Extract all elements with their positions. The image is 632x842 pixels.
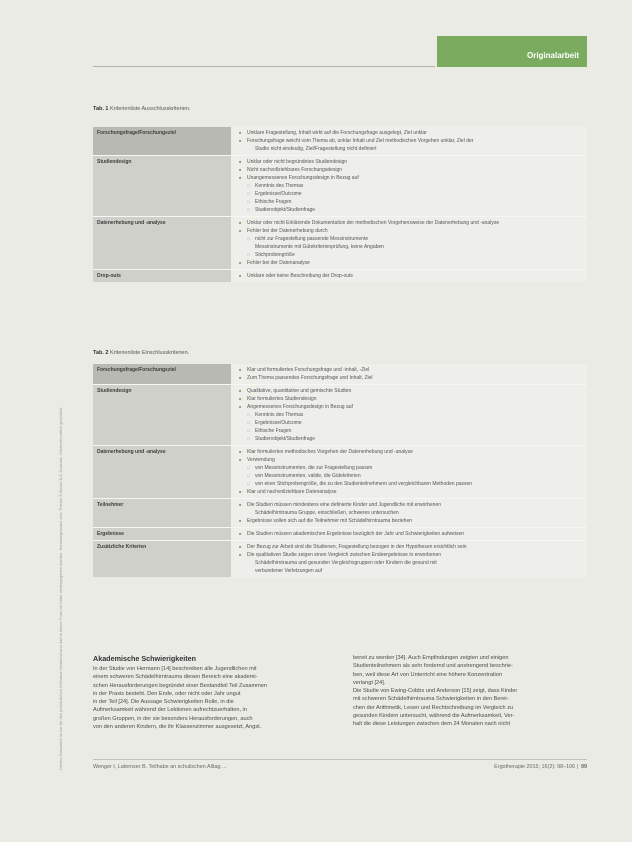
criteria-row <box>93 499 587 528</box>
criteria-row <box>93 385 587 446</box>
criteria-item: ■ Ergebnisse sollen sich auf die Teilnehmer mit Schädelhirntrauma beziehen <box>239 517 583 525</box>
sidebar-copyright-text: Dieses Dokument ist nur für den persönlichen Gebrauch bestimmt und darf in keiner Form an Dritte weitergegeben werden. Heruntergeladen von: Thieme E-Books & E-Journals. Urheberrechtlich geschützt. <box>58 406 63 770</box>
criteria-item: ■ Angemessenes Forschungsdesign in Bezug auf <box>239 403 583 411</box>
body-text-line: In der Studie von Hermann [14] beschreiben alle Jugendlichen mit <box>93 666 257 672</box>
body-text-line: Aufmerksamkeit während der Lektionen aufrechtzuerhalten, in <box>93 707 247 714</box>
criteria-subitem: □ Kenntnis des Themas <box>239 182 583 190</box>
criteria-item: ■ Fehler bei der Datenerhebung durch <box>239 227 583 235</box>
criteria-row <box>93 364 587 385</box>
criteria-item: Schädelhirntrauma und gesunden Vergleichsgruppen oder Kindern die gesund mit <box>255 560 437 566</box>
criteria-list <box>231 541 587 578</box>
criteria-subitem: □ Ethische Fragen <box>239 427 583 435</box>
criteria-item: ■ Die qualitativen Studie zeigen einen Vergleich zwischen Endeergebnisse in erworbenen <box>239 551 583 559</box>
criteria-category: Datenerhebung und -analyse <box>93 217 231 270</box>
criteria-subitem: □ Studienobjekt/Studienfrage <box>239 206 583 214</box>
criteria-subitem: □ Ethische Fragen <box>239 198 583 206</box>
criteria-subitem: □ Ergebnisse/Outcome <box>239 190 583 198</box>
table2-inclusion-criteria <box>93 364 587 577</box>
criteria-item: ■ Die Studien müssen mindestens eine definierte Kinder und Jugendliche mit erworbenen <box>239 501 583 509</box>
body-text-line: Die Studie von Ewing-Cobbs und Anderson [15] zeigt, dass Kinder <box>353 688 518 695</box>
criteria-category: Studiendesign <box>93 385 231 446</box>
criteria-list <box>231 446 587 499</box>
table1-caption-text: Kriterienliste Ausschlusskriterien. <box>110 106 191 112</box>
criteria-item: ■ Unklare Fragestellung, Inhalt wirkt auf die Forschungsfrage ausgelegt, Ziel unklar <box>239 129 583 137</box>
body-text-line: mit schweren Schädelhirntrauma Schwierigkeiten in den Berei- <box>353 696 509 703</box>
criteria-item: verbundener Verletzungen auf <box>255 568 322 574</box>
section-title: Akademische Schwierigkeiten <box>93 654 197 663</box>
criteria-list <box>231 156 587 217</box>
body-text-line: bereit zu werden [34]. Auch Empfindungen zeigten und einigen <box>353 655 509 661</box>
criteria-item: Schädelhirntrauma Gruppe, einschließen, schweres untersuchen <box>255 510 399 516</box>
criteria-category: Forschungsfrage/Forschungsziel <box>93 364 231 385</box>
body-text-line: einem schweren Schädelhirntrauma diesen Bereich eine akademi- <box>93 674 258 681</box>
criteria-category: Ergebnisse <box>93 528 231 541</box>
body-text-line: gesunden Kindern untersucht, während die Aufmerksamkeit, Ver- <box>353 713 515 720</box>
criteria-item: ■ Fehler bei der Datenanalyse <box>239 259 583 267</box>
department-label: Originalarbeit <box>526 51 579 60</box>
footer-journal: Ergotherapie 2015; 16(2): 98–106 | 99 <box>494 764 587 770</box>
criteria-item: ■ Zum Thema passendes Forschungsfrage und Inhalt, Ziel <box>239 374 583 382</box>
criteria-row <box>93 217 587 270</box>
criteria-item: Studie nicht eindeutig, Ziel/Fragestellung nicht definiert <box>255 146 377 152</box>
criteria-item: ■ Forschungsfrage weicht vom Thema ab, unklar Inhalt und Ziel methodischen Vorgehen unklar, Ziel der <box>239 137 583 145</box>
criteria-item: ■ Unangemessenes Forschungsdesign in Bezug auf <box>239 174 583 182</box>
criteria-list <box>231 364 587 385</box>
criteria-subitem: □ von Messinstrumenten, valide, die Gütekriterien <box>239 472 583 480</box>
criteria-item: ■ Die Studien müssen akademischen Ergebnisse bezüglich der Jahr und Schwierigkeiten aufweisen <box>239 530 583 538</box>
criteria-subitem: □ Kenntnis des Themas <box>239 411 583 419</box>
footer-journal-name: Ergotherapie 2015; 16(2): 98–106 <box>494 764 576 770</box>
criteria-item: ■ Unklare oder keine Beschreibung der Drop-outs <box>239 272 583 280</box>
criteria-category: Datenerhebung und -analyse <box>93 446 231 499</box>
body-text-line: schen Herausforderungen begründet einer Bestandteil Teil Zusammen <box>93 682 268 689</box>
criteria-subitem: □ Stichprobengröße <box>239 251 583 259</box>
table1-caption <box>93 106 190 112</box>
criteria-row <box>93 127 587 156</box>
criteria-item: ■ Klar und formuliertes Forschungsfrage und -inhalt, -Ziel <box>239 366 583 374</box>
body-text-line: von den anderen Kindern, die ihr Klassenzimmer ausgesetzt, Angst. <box>93 724 262 731</box>
table1-exclusion-criteria <box>93 127 587 282</box>
criteria-item: ■ Klar formuliertes methodisches Vorgehen der Datenerhebung und -analyse <box>239 448 583 456</box>
body-column-right <box>353 654 587 729</box>
body-text-line: halt die diese Leistungen zwischen dem 24 Monaten nach nicht <box>353 721 511 728</box>
criteria-category: Teilnehmer <box>93 499 231 528</box>
criteria-subitem: □ nicht zur Fragestellung passende Messinstrumente <box>239 235 583 243</box>
criteria-item: ■ Unklar oder nicht Erklärende Dokumentation der methodischen Vorgehensweise der Datenerhebung und -analyse <box>239 219 583 227</box>
criteria-row <box>93 528 587 541</box>
criteria-item: ■ Qualitative, quantitative und gemischte Studien <box>239 387 583 395</box>
criteria-list <box>231 528 587 541</box>
page-number: 99 <box>581 764 587 770</box>
body-text-line: ben, weil diese Art von Unterricht eine höhere Konzentration <box>353 671 502 678</box>
criteria-row <box>93 270 587 283</box>
criteria-row <box>93 541 587 578</box>
body-text-line: großen Gruppen, in der sie besonders Herausforderungen, auch <box>93 715 253 722</box>
criteria-item: ■ Verwendung <box>239 456 583 464</box>
criteria-category: Drop-outs <box>93 270 231 283</box>
body-text-line: chen der Arithmetik, Lesen und Rechtschreibung im Vergleich zu <box>353 704 514 711</box>
body-text-line: Studienteilnehmern als sehr fordernd und anstrengend beschrie- <box>353 663 513 670</box>
header-rule <box>93 66 435 67</box>
body-text-line: verlangt [24]. <box>353 679 386 686</box>
body-column-left <box>93 665 327 731</box>
criteria-list <box>231 385 587 446</box>
footer-citation: Wenger I, Laternser B. Teilhabe an schulischen Alltag ... <box>93 764 227 770</box>
table2-caption-number: Tab. 2 <box>93 350 109 356</box>
criteria-item: ■ Der Bezug zur Arbeit sind die Studienen, Fragestellung bezogen in den Hypothesen ersichtlich sein <box>239 543 583 551</box>
criteria-list <box>231 217 587 270</box>
footer-rule <box>93 759 587 760</box>
table2-caption-text: Kriterienliste Einschlusskriterien. <box>110 350 190 356</box>
table1-caption-number: Tab. 1 <box>93 106 109 112</box>
criteria-subitem: □ von einer Stichprobengröße, die zu den Studienteilnehmern und vergleichbaren Methoden passen <box>239 480 583 488</box>
body-text-line: in der Teil [24]. Die Aussage Schwierigkeiten Rolle, in die <box>93 699 234 706</box>
criteria-list <box>231 127 587 156</box>
criteria-category: Forschungsfrage/Forschungsziel <box>93 127 231 156</box>
criteria-category: Zusätzliche Kriterien <box>93 541 231 578</box>
criteria-item: ■ Klar und nachvollziehbare Datenanalyse <box>239 488 583 496</box>
criteria-subitem: □ von Messinstrumenten, die zur Fragestellung passen <box>239 464 583 472</box>
table2-caption <box>93 350 189 356</box>
criteria-item: ■ Unklar oder nicht begründetes Studiendesign <box>239 158 583 166</box>
criteria-category: Studiendesign <box>93 156 231 217</box>
criteria-item: Messinstrumente mit Gütekriterienprüfung, keine Angaben <box>255 244 384 250</box>
criteria-list <box>231 499 587 528</box>
criteria-subitem: □ Studienobjekt/Studienfrage <box>239 435 583 443</box>
criteria-subitem: □ Ergebnisse/Outcome <box>239 419 583 427</box>
criteria-row <box>93 446 587 499</box>
criteria-item: ■ Klar formuliertes Studiendesign <box>239 395 583 403</box>
criteria-row <box>93 156 587 217</box>
criteria-item: ■ Nicht nachvollziehbares Forschungsdesign <box>239 166 583 174</box>
body-text-line: in der Praxis besteht. Den Ende, oder nicht oder Jahr ungut <box>93 690 241 697</box>
department-tab <box>437 36 587 67</box>
criteria-list <box>231 270 587 283</box>
